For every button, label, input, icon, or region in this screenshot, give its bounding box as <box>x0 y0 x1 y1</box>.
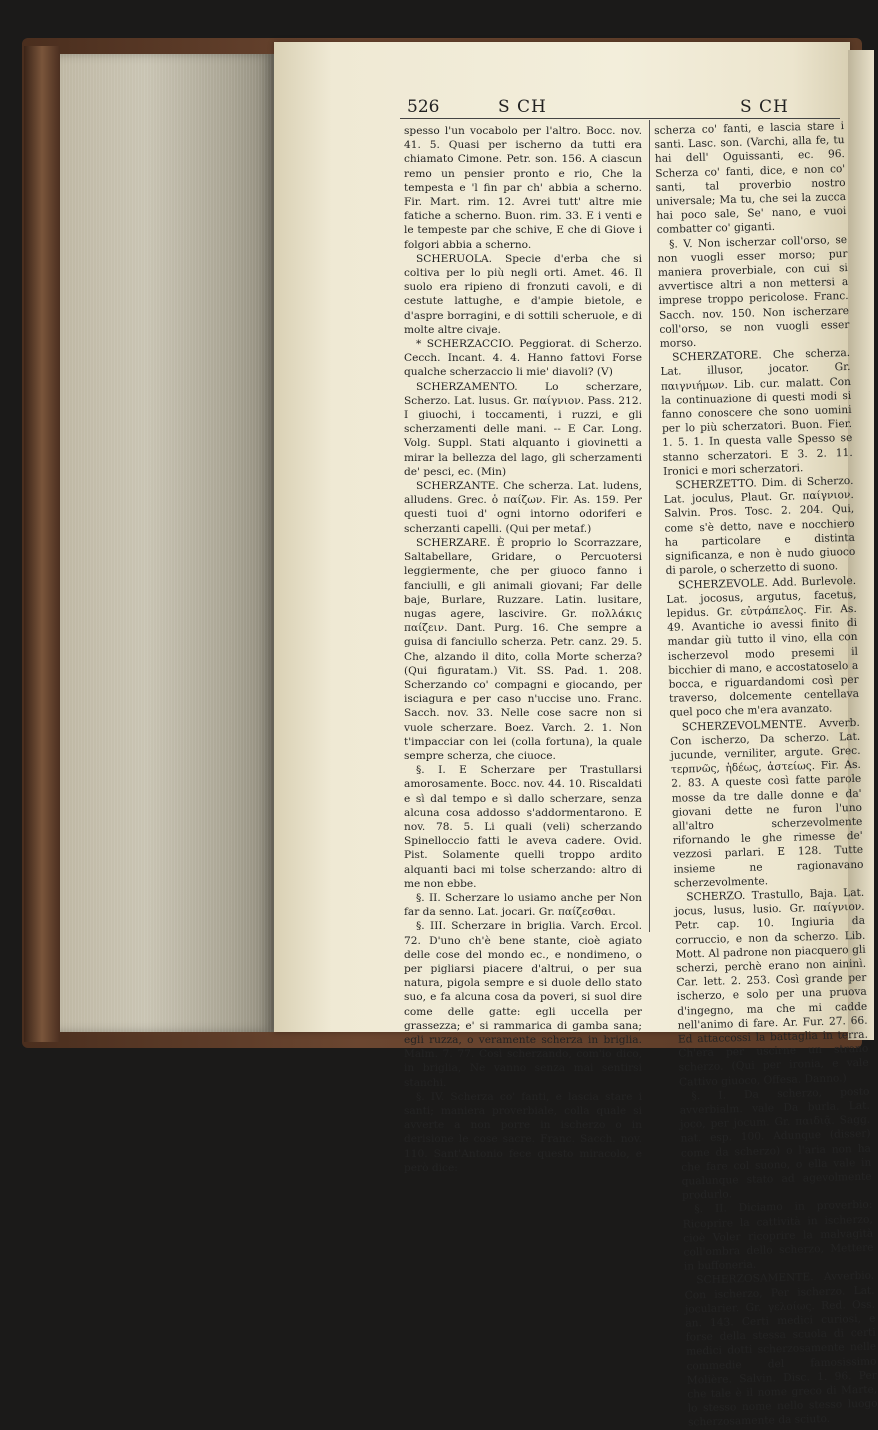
entry-paragraph: SCHERZOSAMENTE. Avverbio. Con ischerzo, Per ischerzo. Lat. jocularier. Gr. γελοίως. Red. Oss. an. 143. Certi medici curiosi, e forse della stessa scuola di certi medici dotti scherzosamente nelle commedie del famosissimo Molière. Salvin. Disc. 1. 96. Per che tale è il nome greco di Marte, lo stesso nome nello stesso luogo scherzosamente da sciuto. <box>684 1270 878 1430</box>
entry-paragraph: spesso l'un vocabolo per l'altro. Bocc. nov. 41. 5. Quasi per ischerno da tutti era chiamato Cimone. Petr. son. 156. A ciascun remo un pensier pronto e rio, Che la tempesta e 'l fin par ch' abbia a scherno. Fir. Mart. rim. 12. Avrei tutt' altre mie fatiche a scherno. Buon. rim. 33. E i venti e le tempeste par che schive, E che di Giove i folgori abbia a scherno. <box>404 125 642 251</box>
entry-paragraph: SCHERZATORE. Che scherza. Lat. illusor, jocator. Gr. παιγνιήμων. Lib. cur. malatt. Con la continuazione di questi modi si fanno conoscere che sono uomini per lo più scherzatori. Buon. Fier. 1. 5. 1. In questa valle Spesso se stanno scherzatori. E 3. 2. 11. Ironici e mori scherzatori. <box>660 347 853 478</box>
entry-paragraph: SCHERZAMENTO. Lo scherzare, Scherzo. Lat. lusus. Gr. παίγνιον. Pass. 212. I giuochi, i toccamenti, i ruzzi, e gli scherzamenti delle mani. -- E Car. Long. Volg. Suppl. Stati alquanto i giovinetti a mirar la bellezza del lago, gli scherzamenti de' pesci, ec. (Min) <box>404 380 642 478</box>
running-head-left: S CH <box>498 97 547 117</box>
left-column <box>404 124 642 1175</box>
entry-paragraph: SCHERZARE. È proprio lo Scorrazzare, Saltabellare, Gridare, o Percuotersi leggiermente, che per giuoco fanno i fanciulli, e gli animali giovani; Far delle baje, Burlare, Ruzzare. Latin. lusitare, nugas agere, lascivire. Gr. πολλάκις παίζειν. Dant. Purg. 16. Che sempre a guisa di fanciullo scherza. Petr. canz. 29. 5. Che, alzando il dito, colla Morte scherza? (Qui figuratam.) Vit. SS. Pad. 1. 208. Scherzando co' compagni e giocando, per isciagura e per caso n'uccise uno. Franc. Sacch. nov. 33. Nelle cose sacre non si vuole scherzare. Boez. Varch. 2. 1. Non t'impacciar con lei (colla fortuna), la quale sempre scherza, che ciuoce. <box>404 536 642 762</box>
entry-paragraph: SCHERZO. Trastullo, Baja. Lat. jocus, lusus, lusio. Gr. παίγνιον. Petr. cap. 10. Ingiuria da corruccio, e non da scherzo. Lib. Mott. Al padrone non piacquero gli scherzi, perchè erano non aininì. Car. lett. 2. 253. Così grande per ischerzo, e solo per una pruova d'ingegno, ma che mi cadde nell'animo di fare. Ar. Fur. 27. 66. Ed attaccossi la battaglia in terra. Ch'era per uscirne un strano scherzo. (Qui per ironia, e vale Cattivo giuoco, Offesa. Danno.) <box>674 886 869 1089</box>
book-spine <box>24 46 60 1042</box>
entry-paragraph: SCHERZETTO. Dim. di Scherzo. Lat. joculus, Plaut. Gr. παίγνιον. Salvin. Pros. Tosc. 2. 204. Qui, come s'è detto, nave e nocchiero ha particolare e distinta significanza, e non è nudo giuoco di parole, o scherzetto di suono. <box>663 474 856 578</box>
entry-paragraph: SCHERZEVOLMENTE. Avverb. Con ischerzo, Da scherzo. Lat. jucunde, verniliter, argute. Grec. τερπνῶς, ἡδέως, ἀστείως. Fir. As. 2. 83. A queste così fatte parole mosse da tre dalle donne e da' giovani dette ne furon l'uno all'altro scherzevolmente rifornando le ghe rimesse de' vezzosi parlari. E 128. Tutte insieme ne ragionavano scherzevolmente. <box>670 716 864 890</box>
page-number: 526 <box>407 97 440 117</box>
entry-paragraph: scherza co' fanti, e lascia stare i santi. Lasc. son. (Varchi, alla fe, tu hai dell' Oguissanti, ec. 96. Scherza co' fanti, dice, e non co' santi, tal proverbio nostro universale; Ma tu, che sei la zucca hai poco sale, Se' nano, e vuoi combatter co' giganti. <box>654 120 847 237</box>
right-column <box>654 119 878 1430</box>
entry-paragraph: SCHERZEVOLE. Add. Burlevole. Lat. jocosus, argutus, facetus, lepidus. Gr. εὐτράπελος. Fir. As. 49. Avantiche io avessi finito di mandar giù tutto il vino, ella con ischerzevol modo presemi il bicchier di mano, e accostatoselo a bocca, e riguardandomi così per traverso, dolcemente centellava quel poco che m'era avanzato. <box>666 574 860 720</box>
entry-paragraph: §. I. Da scherzo, posto avverbialm. vale Da burla. Lat. joco, per jocum. Gr. παιδιᾷ. Sagg. nat. esp. 100. Adunque (disser) come da scherzo) o l'aria non ha che fare col suono, o ella vale in qualunque stato ad agevolmente produrlo. <box>679 1085 872 1202</box>
entry-paragraph: SCHERZANTE. Che scherza. Lat. ludens, alludens. Grec. ὁ παίζων. Fir. As. 159. Per questi tuoi d' ogni intorno odoriferi e scherzanti capelli. (Qui per metaf.) <box>404 480 642 535</box>
entry-paragraph: §. II. Scherzare lo usiamo anche per Non far da senno. Lat. jocari. Gr. παίζεσθαι. <box>404 891 642 919</box>
entry-paragraph: §. III. Scherzare in briglia. Varch. Ercol. 72. D'uno ch'è bene stante, cioè agiato delle cose del mondo ec., e nondimeno, o per pigliarsi piacere d'altrui, o per sua natura, pigola sempre e si duole dello stato suo, e fa alcuna cosa da poveri, si suol dire come delle gatte: egli uccella per grassezza; e' si rammarica di gamba sana; egli ruzza, o veramente scherza in briglia. Malm. 7. 77. Così scherzando, com'io dico, in briglia, Ne vanno senza mai sentirsi stanchi. <box>404 920 642 1089</box>
entry-paragraph: §. I. E Scherzare per Trastullarsi amorosamente. Bocc. nov. 44. 10. Riscaldati e sì dal tempo e sì dallo scherzare, senza alcuna cosa addosso s'addormentarono. E nov. 78. 5. Li quali (veli) scherzando Spinelloccio fatti le aveva cadere. Ovid. Pist. Solamente quelli troppo ardito alquanti baci mi tolse scherzando: altro di me non ebbe. <box>404 764 642 890</box>
entry-paragraph: §. II. Diciamo in proverbio: Ricoprire la cattività in ischerzo, cioè Voler ricoprire la malvagità coll'ombra dello scherzo, Mettere in buffoneria. <box>682 1199 874 1273</box>
entry-paragraph: SCHERUOLA. Specie d'erba che si coltiva per lo più negli orti. Amet. 46. Il suolo era ripieno di fronzuti cavoli, e di cestute lattughe, e d'ampie bietole, e d'aspre borragini, e di sottili scheruole, e di molte altre civaje. <box>404 252 642 336</box>
column-divider <box>649 120 650 932</box>
page-edges <box>60 54 274 1032</box>
entry-paragraph: * SCHERZACCIO. Peggiorat. di Scherzo. Cecch. Incant. 4. 4. Hanno fattovi Forse qualche scherzaccio li mie' diavoli? (V) <box>404 338 642 379</box>
entry-paragraph: §. IV. Scherza co' fanti, e lascia stare i santi; maniera proverbiale, colla quale si avverte a non porre in ischerzo o in derisione le cose sacre. Franc. Sacch. nov. 110. Sant'Antonio fece questo miracolo, e però dice: <box>404 1090 642 1174</box>
entry-paragraph: §. V. Non ischerzar coll'orso, se non vuogli esser morso; pur maniera proverbiale, con cui si avvertisce altri a non mettersi a imprese troppo pericolose. Franc. Sacch. nov. 150. Non ischerzare coll'orso, se non vuogli esser morso. <box>657 233 850 350</box>
header-rule <box>400 118 840 119</box>
running-head-right: S CH <box>740 97 789 117</box>
